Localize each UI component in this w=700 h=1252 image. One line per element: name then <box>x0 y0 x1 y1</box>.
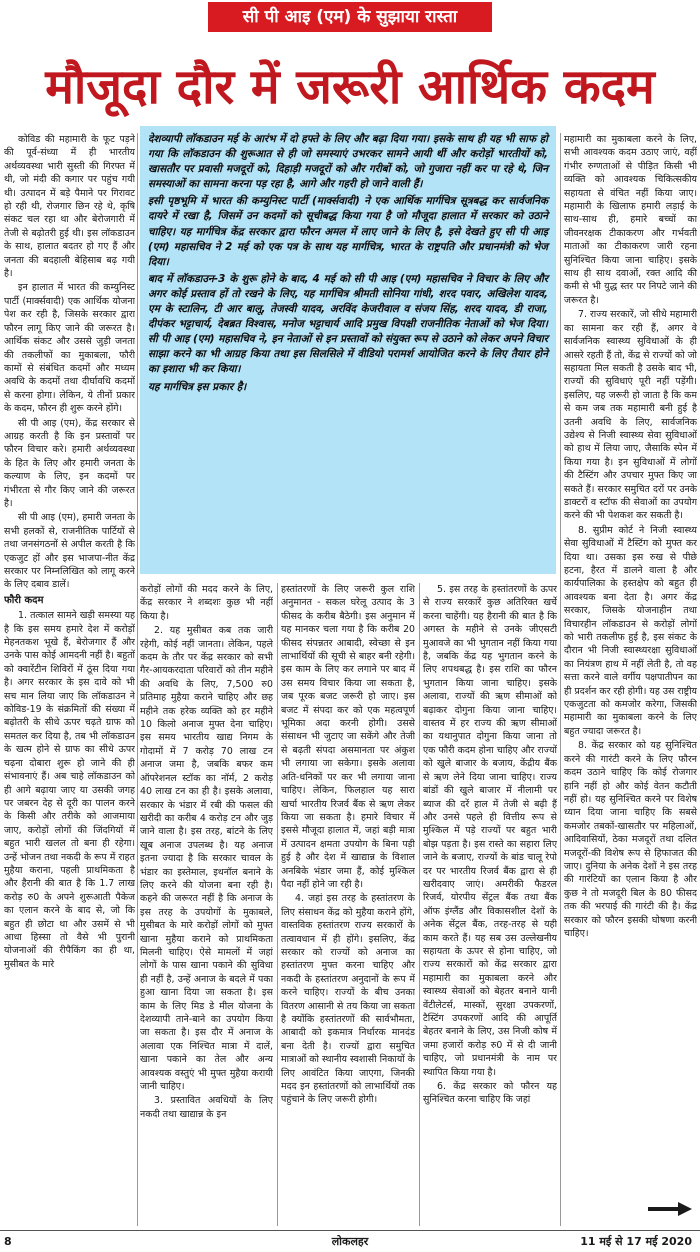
paragraph: 7. राज्य सरकारें, जो सीधे महामारी का सामना कर रही हैं, अगर वे सार्वजनिक स्वास्थ्य सुविधाओं के ही आसरे रहती हैं तो, केंद्र से राज्यों को जो सहायता मिल सकती है उसके बाद भी, राज्यों की सुविधाएं पूरी नहीं पड़ेंगी। इसलिए, यह जरूरी हो जाता है कि कम से कम जब तक महामारी बनी हुई है उतनी अवधि के लिए, सार्वजनिक उद्येश्य से निजी स्वास्थ्य सेवा सुविधाओं को हाथ में लिया जाए, जैसाकि स्पेन में किया गया है। इन सुविधाओं में लोगों की टैस्टिंग और उपचार मुफ्त किए जा सकते हैं। सरकार समुचित दरों पर उनके डाक्टरों व स्टॉफ की सेवाओं का उपयोग करने की भी पेशकश कर सकती है। <box>564 309 697 522</box>
article-column-1 <box>4 133 135 1226</box>
paragraph: 2. यह मुसीबत कब तक जारी रहेगी, कोई नहीं जानता। लेकिन, पहले कदम के तौर पर केंद्र सरकार को सभी गैर-आयकरदाता परिवारों को तीन महीने की अवधि के लिए, 7,500 रु0 प्रतिमाह मुहैया कराने चाहिए और छह महीने तक हरेक व्यक्ति को हर महीने 10 किलो अनाज मुफ्त देना चाहिए। इस समय भारतीय खाद्य निगम के गोदामों में 7 करोड़ 70 लाख टन अनाज जमा है, जबकि बफर कम ऑपरेशनल स्टॉक का नॉर्म, 2 करोड़ 40 लाख टन का ही है। इसके अलावा, सरकार के भंडार में रबी की फसल की खरीदी का करीब 4 करोड़ टन और जुड़ जाने वाला है। इस तरह, बांटने के लिए खूब अनाज उपलब्ध है। यह अनाज इतना ज्यादा है कि सरकार चावल के भंडार का इस्तेमाल, इथनॉल बनाने के लिए करने की योजना बना रही है। कहने की जरूरत नहीं है कि अनाज के इस तरह के उपयोगों के मुकाबले, मुसीबत के मारे करोड़ों लोगों को मुफ्त खाना मुहैया कराने को प्राथमिकता मिलनी चाहिए। ऐसे मामलों में जहां लोगों के पास खाना पकाने की सुविधा ही नहीं है, उन्हें अनाज के बदले में पका हुआ खाना दिया जा सकता है। इस काम के लिए मिड डे मील योजना के देशव्यापी ताने-बाने का उपयोग किया जा सकता है। इस दौर में अनाज के अलावा एक निश्चित मात्रा में दालें, खाना पकाने का तेल और अन्य आवश्यक वस्तुएं भी मुफ्त मुहैया करायी जानी चाहिए। <box>140 625 273 1093</box>
headline: मौजूदा दौर में जरूरी आर्थिक कदम <box>45 59 655 115</box>
paragraph: कोविड की महामारी के फूट पड़ने की पूर्व-संध्या में ही भारतीय अर्थव्यवस्था भारी सुस्ती की गिरफ्त में थी, जो मंदी की कगार पर पहुंच गयी थी। उत्पादन में बड़े पैमाने पर गिरावट हो रही थी, रोजगार छिन रहे थे, कृषि संकट चल रहा था और बेरोजगारी में तेजी से बढ़ोतरी हुई थी। इस लॉकडाउन के साथ, हालात बदतर हो गए हैं और जनता की बदहाली बेहिसाब बढ़ गयी है। <box>4 134 135 280</box>
paragraph: हस्तांतरणों के लिए जरूरी कुल राशि अनुमानत - सकल घरेलू उत्पाद के 3 फीसद के करीब बैठेगी। इस अनुमान में यह मानकर चला गया है कि करीब 20 फीसद संपन्नतर आबादी, स्वेच्छा से इन लाभार्थियों की सूची से बाहर बनी रहेगी। इस काम के लिए कर लगाने पर बाद में उस समय विचार किया जा सकता है, जब पूरक बजट जरूरी हो जाए। इस बजट में संपदा कर को एक महत्वपूर्ण भूमिका अदा करनी होगी। उससे संसाधन भी जुटाए जा सकेंगे और तेजी से बढ़ती संपदा असमानता पर अंकुश भी लगाया जा सकेगा। इसके अलावा अति-धनिकों पर कर भी लगाया जाना चाहिए। लेकिन, फिलहाल यह सारा खर्चा भारतीय रिजर्व बैंक से ऋण लेकर किया जा सकता है। हमारे विचार में इससे मौजूदा हालात में, जहां बड़ी मात्रा में उत्पादन क्षमता उपयोग के बिना पड़ी हुई है और देश में खाद्यान्न के विशाल अनबिके भंडार जमा हैं, कोई मुश्किल पैदा नहीं होने जा रही है। <box>281 584 415 890</box>
page-footer <box>0 1232 700 1252</box>
paragraph: 8. केंद्र सरकार को यह सुनिश्चित करने की गारंटी करने के लिए फौरन कदम उठाने चाहिए कि कोई रोजगार हानि नहीं हो और कोई वेतन कटौती नहीं हो। यह सुनिश्चित करने पर विशेष ध्यान दिया जाना चाहिए कि सबसे कमजोर तबकों-खासतौर पर महिलाओं, आदिवासियों, ठेका मजदूरों तथा दलित मजदूरों-की विशेष रूप से हिफाजत की जाए। दुनिया के अनेक देशों ने इस तरह की गारंटियों का एलान किया है और कुछ ने तो मजदूरी बिल के 80 फीसद तक की भरपाई की गारंटी की है। केंद्र सरकार को फौरन इसकी घोषणा करनी चाहिए। <box>564 740 697 939</box>
highlight-box <box>140 126 556 574</box>
paragraph: इन हालात में भारत की कम्युनिस्ट पार्टी (मार्क्सवादी) एक आर्थिक योजना पेश कर रही है, जिसके सरकार द्वारा फौरन लागू किए जाने की जरूरत है। आर्थिक संकट और उससे जुड़ी जनता की तकलीफों का मुकाबला, फौरी कामों से संबंधित कदमों और मध्यम अवधि के कदमों तथा दीर्घावधि कदमों से करना होगा। लेकिन, ये तीनों प्रकार के कदम, फौरन ही शुरू करने होंगे। <box>4 282 135 415</box>
paragraph: 6. केंद्र सरकार को फौरन यह सुनिश्चित करना चाहिए कि जहां <box>423 1081 557 1106</box>
subheading: फौरी कदम <box>4 594 44 606</box>
article-column-4 <box>423 583 557 1226</box>
right-arrow-icon <box>648 1202 692 1216</box>
paragraph: सी पी आइ (एम), हमारी जनता के सभी हलकों से, राजनीतिक पार्टियों से तथा जनसंगठनों से अपील करती है कि एकजुट हों और इस भाजपा-नीत केंद्र सरकार पर निम्नलिखित को लागू करने के लिए दबाव डालें। <box>4 512 135 591</box>
article-column-2 <box>140 583 273 1226</box>
highlight-paragraph: देशव्यापी लॉकडाउन मई के आरंभ में दो हफ्ते के लिए और बढ़ा दिया गया। इसके साथ ही यह भी साफ हो गया कि लॉकडाउन की शुरूआत से ही जो समस्याएं उभरकर सामने आयी थीं और करोड़ों भारतीयों को, खासतौर पर प्रवासी मजदूरों को, दिहाड़ी मजदूरों को और गरीबों को, जो गुजारा नहीं कर पा रहे थे, जिन समस्याओं का सामना करना पड़ रहा है, आगे और गहरी हो जाने वाली हैं। <box>148 133 548 191</box>
highlight-paragraph: बाद में लॉकडाउन-3 के शुरू होने के बाद, 4 मई को सी पी आइ (एम) महासचिव ने विचार के लिए और अगर कोई प्रस्ताव हों तो रखने के लिए, यह मार्गचित्र श्रीमती सोनिया गांधी, शरद पवार, अखिलेश यादव, एम के स्टालिन, टी आर बालू, तेजस्वी यादव, अरविंद केजरीवाल व संजय सिंह, शरद यादव, डी राजा, दीपंकर भट्टाचार्य, देबब्रत विश्वास, मनोज भट्टाचार्य आदि प्रमुख विपक्षी राजनीतिक नेताओं को भेज दिया। सी पी आइ (एम) महासचिव ने, इन नेताओं से इन प्रस्तावों को संयुक्त रूप से उठाने को लेकर अपने विचार साझा करने का भी आग्रह किया तथा इस सिलसिले में वीडियो परामर्श आयोजित करने के लिए तैयार होने का इशारा भी कर किया। <box>148 272 548 376</box>
paragraph: 5. इस तरह के हस्तांतरणों के ऊपर से राज्य सरकारें कुछ अतिरिक्त खर्चे करना चाहेंगी। यह हैरानी की बात है कि अगस्त के महीने से उनके जीएसटी मुआवजे का भी भुगतान नहीं किया गया है, जबकि केंद्र यह भुगतान करने के लिए शपथबद्ध है। इस राशि का फौरन भुगतान किया जाना चाहिए। इसके अलावा, राज्यों की ऋण सीमाओं को बढ़ाकर दोगुना किया जाना चाहिए। वास्तव में हर राज्य की ऋण सीमाओं का यथानुपात दोगुना किया जाना तो एक फौरी कदम होना चाहिए और राज्यों को खुले बाजार के बजाय, केंद्रीय बैंक से ऋण लेने दिया जाना चाहिए। राज्य बांडों की खुले बाजार में नीलामी पर ब्याज की दरें हाल में तेजी से बढ़ी हैं और उनसे पहले ही वित्तीय रूप से मुश्किल में पड़े राज्यों पर बहुत भारी बोझ पड़ता है। इस रास्ते का सहारा लिए जाने के बजाए, राज्यों के बांड चालू रेपो दर पर भारतीय रिजर्व बैंक द्वारा से ही खरीदवाए जाएं। अमरीकी फैडरल रिजर्व, योरपीय सेंट्रल बैंक तथा बैंक ऑफ इंग्लैंड और विकासशील देशों के अनेक सेंट्रल बैंक, तरह-तरह से यही काम करते हैं। यह सब उस उल्लेखनीय सहायता के ऊपर से होना चाहिए, जो राज्य सरकारों को केंद्र सरकार द्वारा महामारी का मुकाबला करने और स्वास्थ्य सेवाओं को बेहतर बनाने यानी वेंटीलेटर्स, मास्कों, सुरक्षा उपकरणों, टैस्टिंग उपकरणों आदि की आपूर्ति बेहतर बनाने के लिए, उस निजी कोष में जमा हजारों करोड़ रु0 में से दी जानी चाहिए, जो प्रधानमंत्री के नाम पर स्थापित किया गया है। <box>423 584 557 1078</box>
paragraph: सी पी आइ (एम), केंद्र सरकार से आग्रह करती है कि इन प्रस्तावों पर फौरन विचार करे। हमारी अर्थव्यवस्था के हित के लिए और हमारी जनता के कल्याण के लिए, इन कदमों पर गंभीरता से गौर किए जाने की जरूरत है। <box>4 417 135 509</box>
paragraph: करोड़ों लोगों की मदद करने के लिए, केंद्र सरकार ने शब्दशः कुछ भी नहीं किया है। <box>140 584 273 622</box>
paragraph: 1. तत्काल सामने खड़ी समस्या यह है कि इस समय हमारे देश में करोड़ों मेहनतकश भूखे हैं, बेरोजगार हैं और उनके पास कोई आमदनी नहीं है। बहुतों को क्वारेंटीन शिविरों में ठूंस दिया गया है। अगर सरकार के इस दावे को भी सच मान लिया जाए कि लॉकडाउन ने कोविड-19 के संक्रमितों की संख्या में बढ़ोतरी के सीधे ऊपर चढ़ते ग्राफ को समतल कर दिया है, तब भी लॉकडाउन के खत्म होने से ग्राफ का सीधे ऊपर चढ़ना दोबारा शुरू हो जाने की ही संभावनाएं हैं। अब चाहे लॉकडाउन को ही आगे बढ़ाया जाए या उसकी जगह पर जबरन देह से दूरी का पालन करने के किसी और तरीके को आजमाया जाए, करोड़ों लोगों की जिंदगियों में बहुत भारी खलल तो बना ही रहेगा। उन्हें भोजन तथा नकदी के रूप में राहत मुहैया कराना, पहली प्राथमिकता है और हैरानी की बात है कि 1.7 लाख करोड़ रु0 के अपने शुरूआती पैकेज का एलान करने के बाद से, जो कि बहुत ही छोटा था और उसमें से भी आधा हिस्सा तो वैसे भी पुरानी योजनाओं की रीपैकिंग का ही था, मुसीबत के मारे <box>4 610 135 970</box>
publication-name: लोकलहर <box>331 1235 369 1248</box>
paragraph: 8. सुप्रीम कोर्ट ने निजी स्वास्थ्य सेवा सुविधाओं में टैस्टिंग को मुफ्त कर दिया था। उसका इस रुख से पीछे हटना, हैरत में डालने वाला है और कार्यपालिका के हस्तक्षेप को बहुत ही आवश्यक बना देता है। अगर केंद्र सरकार, जिसके योजनाहीन तथा विचारहीन लॉकडाउन से करोड़ों लोगों को भारी तकलीफ हुई है, इस संकट के दौरान भी निजी स्वास्थ्यरक्षा सुविधाओं का नियंत्रण हाथ में नहीं लेती है, तो वह सत्ता करने वाले वर्गीय पक्षपातीपन का ही प्रदर्शन कर रही होगी। यह उस राष्ट्रीय एकजुटता को कमजोर करेगा, जिसकी महामारी का मुकाबला करने के लिए बहुत ज्यादा जरूरत है। <box>564 524 697 737</box>
column-divider <box>560 133 561 1226</box>
highlight-paragraph: यह मार्गचित्र इस प्रकार है। <box>148 380 247 393</box>
footer-rule <box>0 1230 700 1231</box>
paragraph: 3. प्रस्तावित अवधियों के लिए नकदी तथा खाद्यान्न के इन <box>140 1095 273 1120</box>
section-banner: सी पी आइ (एम) के सुझाया रास्ता <box>208 2 492 32</box>
column-divider <box>419 583 420 1226</box>
highlight-paragraph: इसी पृष्ठभूमि में भारत की कम्युनिस्ट पार्टी (मार्क्सवादी) ने एक आर्थिक मार्गचित्र सूत्रबद्ध कर सार्वजनिक दायरे में रखा है, जिसमें उन कदमों को सूचीबद्ध किया गया है जो मौजूदा हालात में सरकार को उठाने चाहिए। यह मार्गचित्र केंद्र सरकार द्वारा फौरन अमल में लाए जाने के लिए है, इसे देखते हुए सी पी आइ (एम) महासचिव ने 2 मई को एक पत्र के साथ यह मार्गचित्र, भारत के राष्ट्रपति और प्रधानमंत्री को भेज दिया। <box>148 195 548 268</box>
column-divider <box>137 133 138 1226</box>
page-number: 8 <box>4 1235 12 1248</box>
paragraph: 4. जहां इस तरह के हस्तांतरण के लिए संसाधन केंद्र को मुहैया कराने होंगे, वास्तविक हस्तांतरण राज्य सरकारों के तत्वावधान में ही होंगे। इसलिए, केंद्र सरकार को राज्यों को अनाज का हस्तांतरण मुफ्त करना चाहिए और नकदी के हस्तांतरण अनुदानों के रूप में करने चाहिए। राज्यों के बीच उनका वितरण आसानी से तय किया जा सकता है क्योंकि हस्तांतरणों की सार्वभौमता, आबादी को इकमात्र निर्धारक मानदंड बना देती है। राज्यों द्वारा समुचित मात्राओं को स्थानीय स्वशासी निकायों के लिए आवंटित किया जाएगा, जिनकी मदद इन हस्तांतरणों को लाभार्थियों तक पहुंचाने के लिए जरूरी होगी। <box>281 893 415 1106</box>
article-column-5 <box>564 133 697 1226</box>
issue-date: 11 मई से 17 मई 2020 <box>580 1235 692 1248</box>
column-divider <box>277 583 278 1226</box>
paragraph: महामारी का मुकाबला करने के लिए, सभी आवश्यक कदम उठाए जाएं, वहीं गंभीर रुग्णताओं से पीड़ित किसी भी व्यक्ति को आवश्यक चिकित्सकीय सहायता से वंचित नहीं किया जाए। महामारी के खिलाफ हमारी लड़ाई के साथ-साथ ही, हमारे बच्चों का जीवनरक्षक टीकाकरण और गर्भवती माताओं का टीकाकरण जारी रहना सुनिश्चित किया जाना चाहिए। इसके साथ ही साथ दवाओं, रक्त आदि की कमी से भी युद्ध स्तर पर निपटे जाने की जरूरत है। <box>564 134 697 306</box>
article-column-3 <box>281 583 415 1226</box>
